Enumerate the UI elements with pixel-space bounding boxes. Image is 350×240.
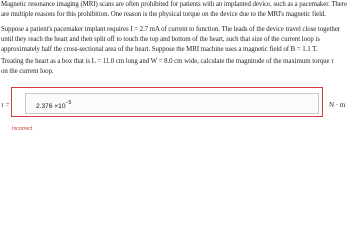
- paragraph-1-line-1: Magnetic resonance imaging (MRI) scans are often prohibited for patients with an implanted device, such as a pacemaker. There: [1, 1, 347, 8]
- answer-unit: N · m: [329, 101, 346, 109]
- answer-box: [11, 87, 323, 117]
- paragraph-3: [1, 57, 348, 77]
- answer-value: [36, 101, 71, 110]
- answer-exponent: −5: [65, 100, 72, 106]
- paragraph-1-line-2: are multiple reasons for this prohibition. One reason is the physical torque on the device due to the MRI's magnetic field.: [1, 11, 326, 19]
- paragraph-2-line-1: Suppose a patient's pacemaker implant requires I = 2.7 mA of current to function. The leads of the device travel close together: [1, 26, 340, 33]
- paragraph-2-line-3: approximately half the cross-sectional area of the heart. Suppose the MRI machine uses a magnetic field of B = 1.1 T.: [1, 46, 318, 54]
- answer-mantissa: 2.376 ×10: [36, 103, 66, 111]
- answer-row: [0, 87, 350, 125]
- paragraph-2: [1, 25, 348, 56]
- paragraph-2-line-2: until they reach the heart and then split off to touch the top and bottom of the heart, such that size of the current loop is: [1, 36, 320, 44]
- answer-label: τ =: [1, 101, 10, 109]
- answer-input[interactable]: [25, 93, 319, 114]
- paragraph-1: [1, 0, 348, 20]
- paragraph-3-line-2: on the current loop.: [1, 68, 54, 76]
- feedback-incorrect: Incorrect: [12, 126, 33, 132]
- paragraph-3-line-1: Treating the heart as a box that is L = 11.0 cm long and W = 8.0 cm wide, calculate the magnitude of the maximum torque τ: [1, 58, 334, 65]
